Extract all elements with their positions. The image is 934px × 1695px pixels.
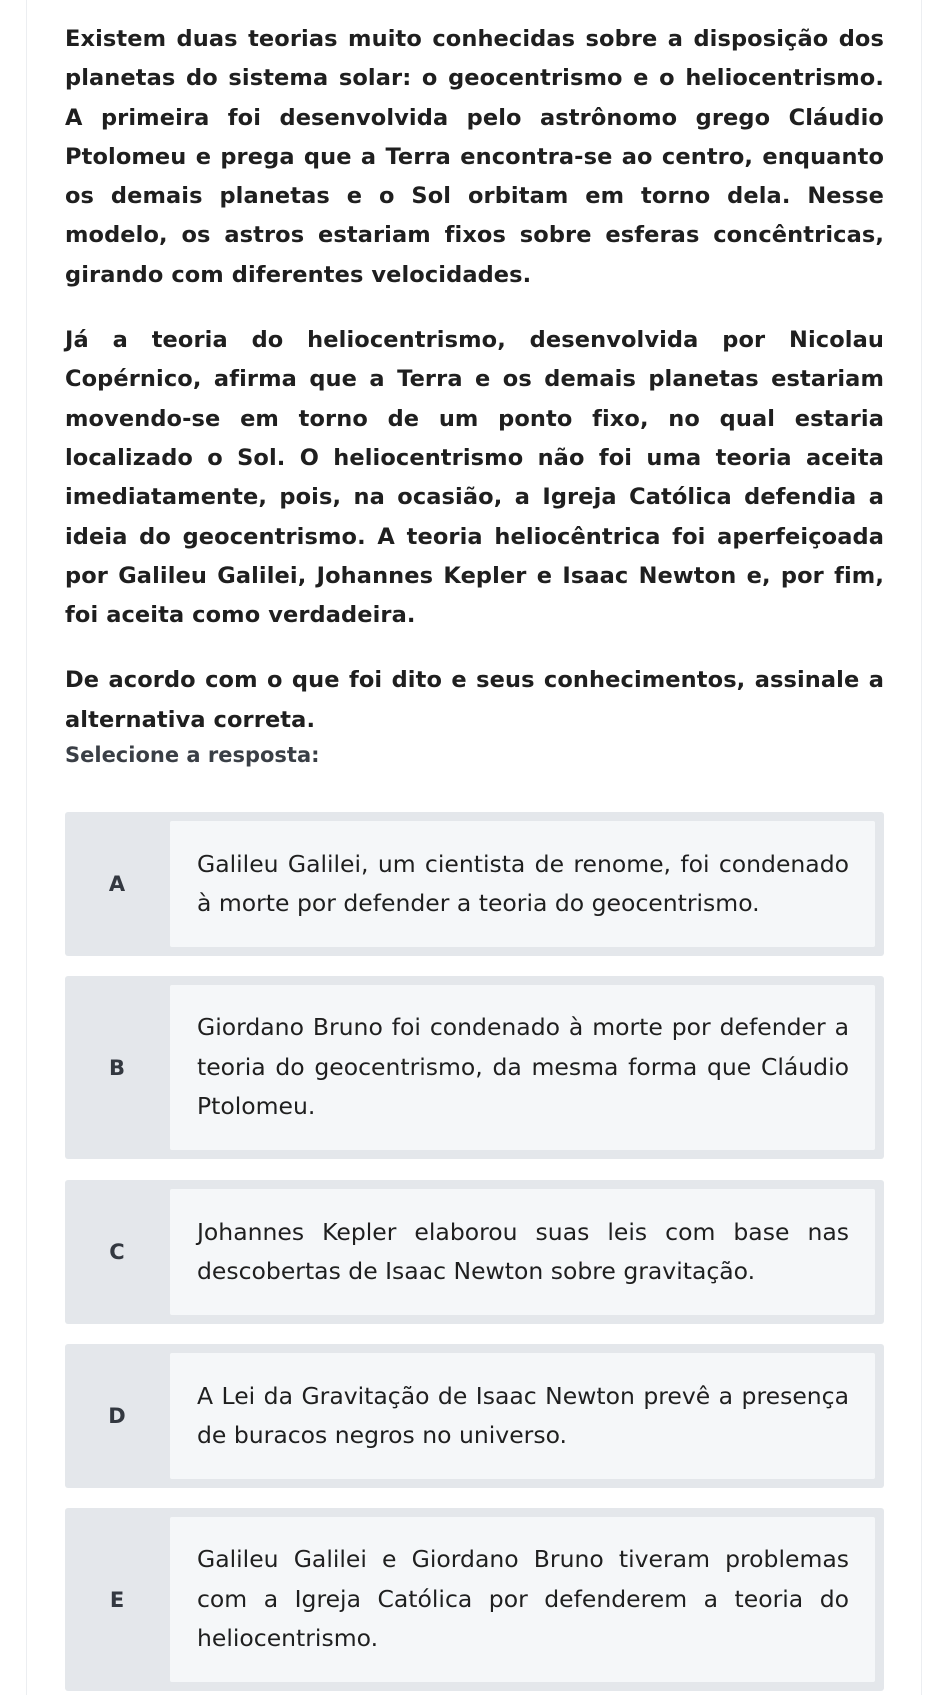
option-text-box[interactable]	[170, 985, 875, 1150]
option-letter: D	[108, 1404, 126, 1428]
statement-paragraph-2: Já a teoria do heliocentrismo, desenvolvida por Nicolau Copérnico, afirma que a Terra e os demais planetas estariam movendo-se em torno de um ponto fixo, no qual estaria localizado o Sol. O heliocentrismo não foi uma teoria aceita imediatamente, pois, na ocasião, a Igreja Católica defendia a ideia do geocentrismo. A teoria heliocêntrica foi aperfeiçoada por Galileu Galilei, Johannes Kepler e Isaac Newton e, por fim, foi aceita como verdadeira.	[65, 327, 884, 629]
select-answer-label: Selecione a resposta:	[65, 743, 320, 767]
option-text: Giordano Bruno foi condenado à morte por defender a teoria do geocentrismo, da mesma forma que Cláudio Ptolomeu.	[197, 1013, 849, 1121]
option-letter: E	[109, 1587, 125, 1612]
option-letter: B	[108, 1055, 125, 1080]
option-text-box[interactable]	[170, 1517, 875, 1682]
option-b[interactable]	[65, 976, 884, 1159]
option-text-box[interactable]	[170, 821, 875, 947]
option-text: Johannes Kepler elaborou suas leis com base nas descobertas de Isaac Newton sobre gravitação.	[197, 1217, 849, 1285]
option-c[interactable]	[65, 1180, 884, 1324]
option-text-box[interactable]	[170, 1189, 875, 1315]
option-a[interactable]	[65, 812, 884, 956]
option-text: A Lei da Gravitação de Isaac Newton prevê a presença de buracos negros no universo.	[197, 1381, 849, 1449]
statement-paragraph-1: Existem duas teorias muito conhecidas sobre a disposição dos planetas do sistema solar: o geocentrismo e o heliocentrismo. A primeira foi desenvolvida pelo astrônomo grego Cláudio Ptolomeu e prega que a Terra encontra-se ao centro, enquanto os demais planetas e o Sol orbitam em torno dela. Nesse modelo, os astros estariam fixos sobre esferas concêntricas, girando com diferentes velocidades.	[65, 26, 884, 288]
option-letter: A	[108, 872, 126, 896]
option-text: Galileu Galilei e Giordano Bruno tiveram problemas com a Igreja Católica por defenderem a teoria do heliocentrismo.	[197, 1545, 849, 1653]
option-d[interactable]	[65, 1344, 884, 1488]
statement-paragraph-3: De acordo com o que foi dito e seus conhecimentos, assinale a alternativa correta.	[65, 667, 884, 733]
option-text-box[interactable]	[170, 1353, 875, 1479]
option-e[interactable]	[65, 1508, 884, 1691]
option-letter: C	[109, 1240, 125, 1264]
question-card	[26, 0, 922, 1695]
option-text: Galileu Galilei, um cientista de renome, foi condenado à morte por defender a teoria do geocentrismo.	[197, 849, 849, 917]
question-statement	[65, 20, 884, 766]
